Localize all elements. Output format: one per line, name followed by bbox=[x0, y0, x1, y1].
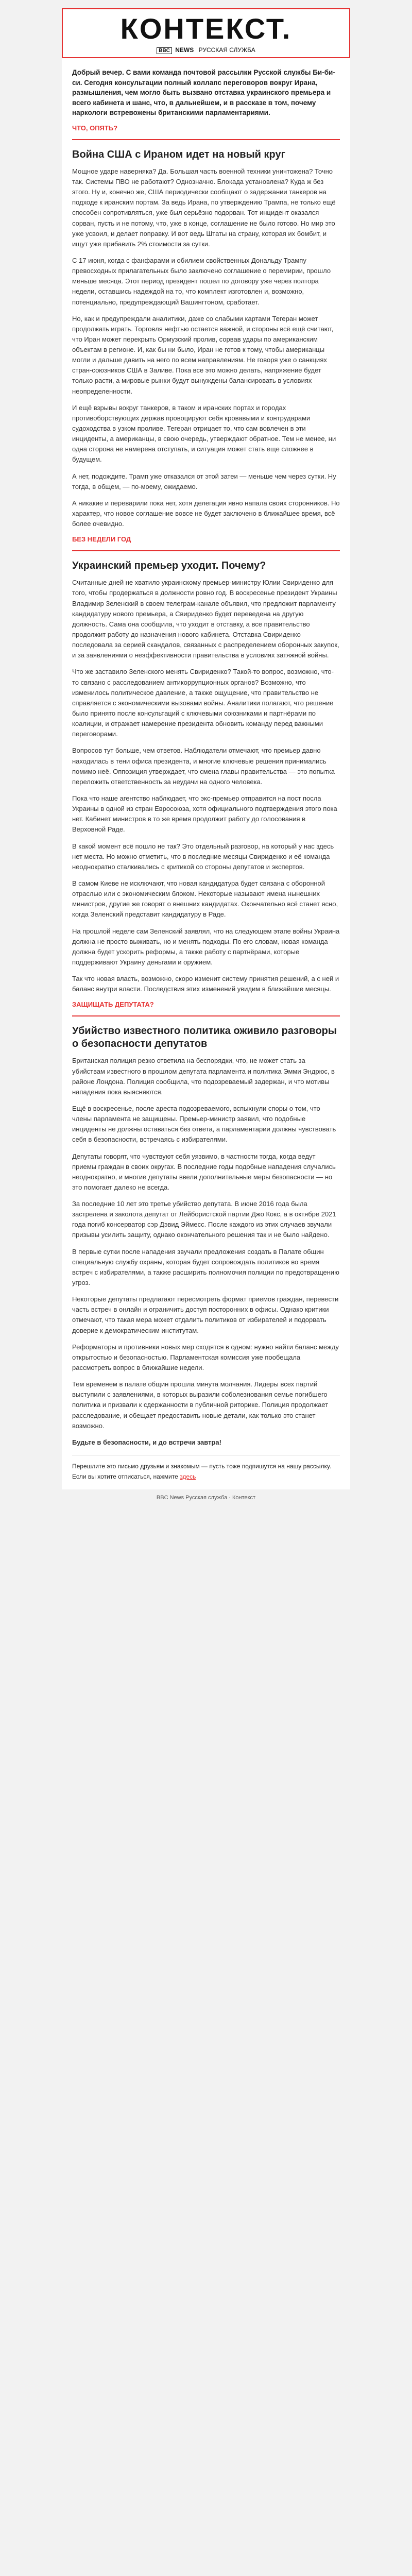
content-card bbox=[62, 58, 350, 1489]
paragraph: И ещё взрывы вокруг танкеров, в таком и иранских портах и городах противоборствующих держав провоцируют себя кровавыми и контрударами судоходства в узком проливе. Тегеран отрицает то, что сам вовлечен в эти инциденты, а американцы, в свою очередь, утверждают обратное. Тем не менее, ни одна сторона не намерена отступать, и ситуация может стать еще сложнее в будущем. bbox=[72, 403, 336, 464]
paragraph: В первые сутки после нападения звучали предложения создать в Палате общин специальную службу охраны, которая будет сопровождать политиков во время встреч с избирателями, а также расширить полномочия полиции по предотвращению угроз. bbox=[72, 1247, 339, 1287]
paragraph: Британская полиция резко ответила на беспорядки, что, не может стать за убийствам известного в прошлом депутата парламента и политика Эмми Эндрюс, в районе Лондона. Полиция сообщила, что подозреваемый задержан, и что мотивы нападения пока выясняются. bbox=[72, 1057, 335, 1096]
unsubscribe-link[interactable]: здесь bbox=[180, 1473, 196, 1481]
link-section-3[interactable]: ЗАЩИЩАТЬ ДЕПУТАТА? bbox=[72, 1001, 154, 1009]
link-section-1[interactable]: ЧТО, ОПЯТЬ? bbox=[72, 124, 118, 132]
unsubscribe-text: Если вы хотите отписаться, нажмите bbox=[72, 1473, 178, 1481]
paragraph: Считанные дней не хватило украинскому премьер-министру Юлии Свириденко для того, чтобы продержаться в должности ровно год. В воскресенье президент Украины Владимир Зеленский в своем телеграм-канале объявил, что предложит парламенту кандидатуру нового премьера, а Свириденко будет переведена на другую должность. Сама она сообщила, что уходит в отставку, а все правительство продолжит работу до назначения нового кабинета. Отставка Свириденко последовала за серией скандалов, связанных с распределением оборонных закупок, и за заявлениями о неэффективности правительства в условиях затяжной войны. bbox=[72, 579, 339, 659]
paragraph: Вопросов тут больше, чем ответов. Наблюдатели отмечают, что премьер давно находилась в тени офиса президента, и многие ключевые решения принимались помимо неё. Оппозиция утверждает, что смена главы правительства — это попытка переложить ответственность за неудачи на одного человека. bbox=[72, 747, 335, 786]
paragraph: В какой момент всё пошло не так? Это отдельный разговор, на который у нас здесь нет места. Но можно отметить, что в последние месяцы Свириденко и её команда неоднократно сталкивались с критикой со стороны депутатов и экспертов. bbox=[72, 842, 334, 871]
headline-2: Украинский премьер уходит. Почему? bbox=[72, 560, 266, 572]
paragraph: На прошлой неделе сам Зеленский заявлял, что на следующем этапе войны Украина должна не просто выживать, но и менять подходы. По его словам, новая команда должна будет ускорить реформы, а также работу с партнёрами, которые поддерживают Украину деньгами и оружием. bbox=[72, 927, 340, 966]
headline-1: Война США с Ираном идет на новый круг bbox=[72, 148, 285, 160]
subscribe-block bbox=[72, 1463, 340, 1480]
divider bbox=[72, 550, 340, 551]
link-section-2[interactable]: БЕЗ НЕДЕЛИ ГОД bbox=[72, 535, 131, 544]
paragraph: За последние 10 лет это третье убийство депутата. В июне 2016 года была застрелена и заколота депутат от Лейбористской партии Джо Кокс, а в октябре 2021 года погиб консерватор сэр Дэвид Эймесс. После каждого из этих случаев звучали призывы усилить защиту, однако окончательного решения так и не было найдено. bbox=[72, 1200, 336, 1239]
divider bbox=[72, 1015, 340, 1016]
paragraph: С 17 июня, когда с фанфарами и обилием свойственных Дональду Трампу превосходных прилагательных было заключено соглашение о перемирии, прошло меньше месяца. Этот период президент пошел по договору уже через полтора недели, оставшись надеждой на то, что комплект изготовлен и, возможно, потенциально, предупреждающий Вашингтоном, сработает. bbox=[72, 256, 331, 306]
paragraph: Мощное ударе наверняка? Да. Большая часть военной техники уничтожена? Точно так. Системы ПВО не работают? Однозначно. Блокада установлена? Куда ж без этого. Ну и, конечно же, США периодически сообщают о задержании танкеров на подходе к иранским портам. За ведь Ирана, по утверждению Трампа, не только ещё способен сопротивляться, уже был серьёзно подорван. Тот инцидент оказался сорван, пусть и не потому, что, уже в конце, соглашение не было готово. Но мир это уже усвоил, и делает поправку. И вот ведь Штаты на страну, которая их бомбит, и ищут уже прибавить 2% стоимости за сутки. bbox=[72, 167, 336, 248]
paragraph: А нет, подождите. Трамп уже отказался от этой затеи — меньше чем через сутки. Ну тогда, в общем, — по-моему, ожидаемо. bbox=[72, 472, 336, 490]
forward-text: Перешлите это письмо друзьям и знакомым — пусть тоже подпишутся на нашу рассылку. bbox=[72, 1463, 332, 1470]
paragraph: Некоторые депутаты предлагают пересмотреть формат приемов граждан, перевести часть встреч в онлайн и ограничить доступ посторонних в офисы. Однако критики отмечают, что такая мера может отдалить политиков от избирателей и подорвать доверие к демократическим институтам. bbox=[72, 1295, 339, 1334]
logo-title: КОНТЕКСТ. bbox=[120, 12, 292, 45]
paragraph: Реформаторы и противники новых мер сходятся в одном: нужно найти баланс между открытостью и безопасностью. Парламентская комиссия уже пообещала рассмотреть вопрос в ближайшие недели. bbox=[72, 1343, 339, 1372]
footer: BBC News Русская служба · Контекст bbox=[156, 1495, 256, 1501]
paragraph: Тем временем в палате общин прошла минута молчания. Лидеры всех партий выступили с заявлениями, в которых выразили соболезнования семье погибшего политика и призвали к сдержанности в публичной риторике. Полиция продолжает расследование, и обещает предоставить новые детали, как только это станет возможно. bbox=[72, 1380, 329, 1430]
paragraph: Депутаты говорят, что чувствуют себя уязвимо, в частности тогда, когда ведут приемы граждан в своих округах. В последние годы подобные нападения случались неоднократно, и многие депутаты ввели дополнительные меры безопасности — но это помогает далеко не всегда. bbox=[72, 1152, 336, 1191]
news-label: NEWS bbox=[175, 46, 194, 54]
service-label: РУССКАЯ СЛУЖБА bbox=[198, 46, 255, 54]
intro-text: Добрый вечер. С вами команда почтовой рассылки Русской службы Би-би-си. Сегодня консультации полный коллапс переговоров вокруг Ирана, размышления, чем могло быть вызвано отставка украинского премьера и всего кабинета и шанс, что, в дальнейшем, и в рассказе в том, почему наркологи встревожены британскими парламентариями. bbox=[72, 69, 335, 117]
paragraph: Что же заставило Зеленского менять Свириденко? Такой-то вопрос, возможно, что-то связано с расследованием антикоррупционных органов? Возможно, что изменилось политическое давление, а также ощущение, что правительство не справляется с экономическими вызовами войны. Аналитики полагают, что решение было принято после консультаций с ключевыми союзниками и партнёрами по коалиции, и отражает намерение президента обновить команду перед важными переговорами. bbox=[72, 668, 334, 738]
headline-3: Убийство известного политика оживило разговоры о безопасности депутатов bbox=[72, 1025, 337, 1050]
paragraph: В самом Киеве не исключают, что новая кандидатура будет связана с оборонной отраслью или с экономическим блоком. Некоторые называют имена нынешних министров, другие же говорят о внешних кандидатах. Окончательно всё станет ясно, когда Зеленский представит кандидатуру в Раде. bbox=[72, 879, 338, 919]
paragraph: Так что новая власть, возможно, скоро изменит систему принятия решений, а с ней и баланс внутри власти. Последствия этих изменений увидим в ближайшие месяцы. bbox=[72, 975, 339, 993]
masthead bbox=[62, 8, 350, 58]
closing-text: Будьте в безопасности, и до встречи завтра! bbox=[72, 1438, 221, 1446]
bbc-logo: BBC bbox=[157, 47, 172, 54]
paragraph: Пока что наше агентство наблюдает, что экс-премьер отправится на пост посла Украины в одной из стран Евросоюза, хотя официального подтверждения этого пока нет. Кабинет министров в то же время продолжит работу до голосования в Верховной Раде. bbox=[72, 794, 337, 834]
newsletter bbox=[62, 0, 350, 1511]
paragraph: А никакие и переварили пока нет, хотя делегация явно напала своих сторонников. Но характер, что новое соглашение вовсе не будет заключено в ближайшее время, всё более очевидно. bbox=[72, 499, 340, 528]
divider bbox=[72, 139, 340, 140]
paragraph: Но, как и предупреждали аналитики, даже со слабыми картами Тегеран может продолжать играть. Торговля нефтью остается важной, и стороны всё ещё считают, что Иран может перекрыть Ормузский пролив, сорвав удары по американским объектам в регионе. И, как бы ни было, Иран не готов к тому, чтобы американцы могли и дальше давить на него по всем направлениям. Не говоря уже о санкциях стран-союзников США в Заливе. Пока все это можно делать, напряжение будет только расти, а мировые рынки будут вынуждены балансировать в условиях неопределенности. bbox=[72, 314, 334, 395]
paragraph: Ещё в воскресенье, после ареста подозреваемого, вспыхнули споры о том, что члены парламента не защищены. Премьер-министр заявил, что подобные инциденты не должны оставаться без ответа, а парламентарии должны чувствовать себя в безопасности, встречаясь с избирателями. bbox=[72, 1104, 336, 1144]
bbc-branding bbox=[63, 46, 349, 54]
